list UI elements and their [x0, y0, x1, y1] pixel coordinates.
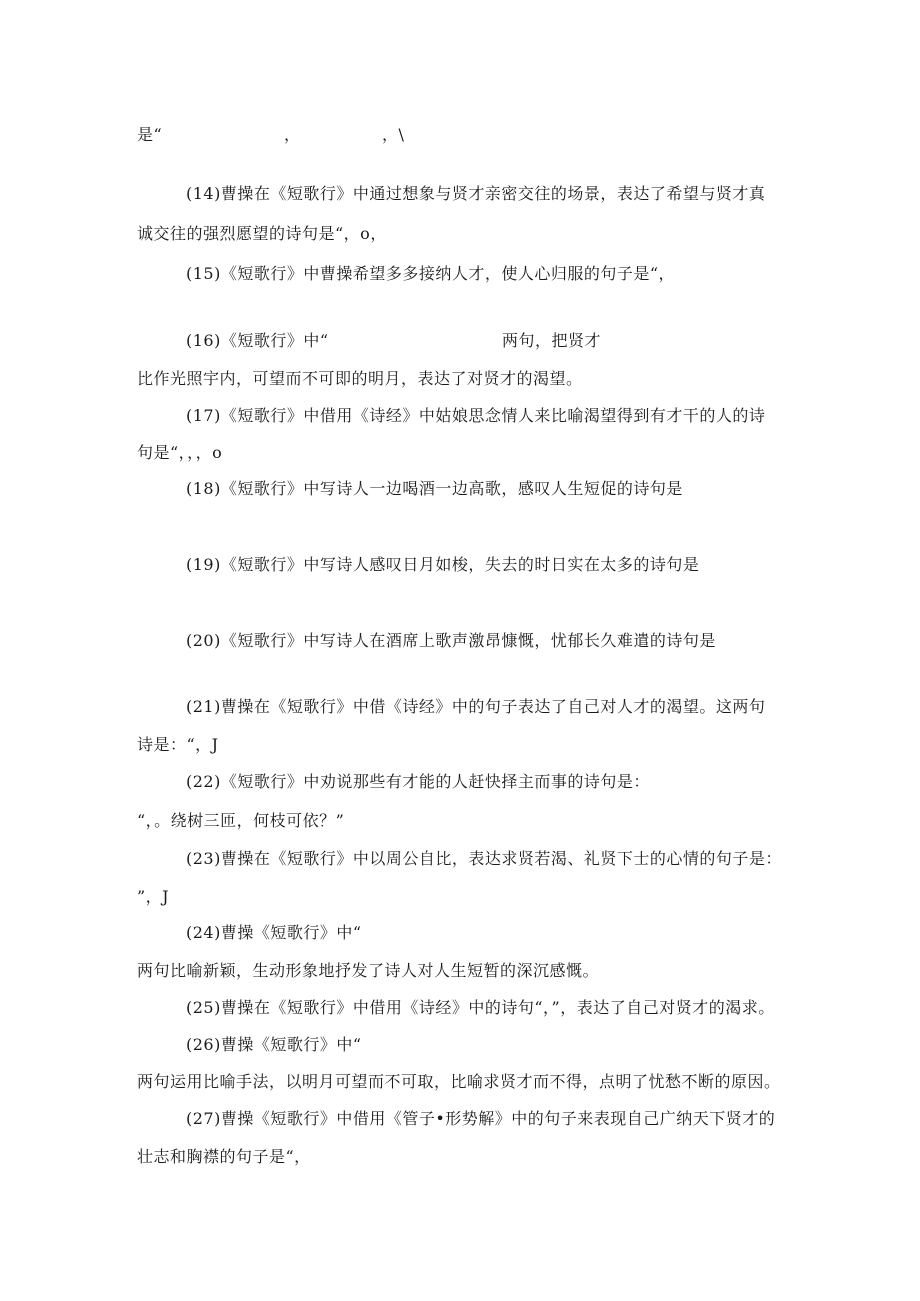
question-27-line-1: (27)曹操《短歌行》中借用《管子•形势解》中的句子来表现自己广纳天下贤才的	[186, 1109, 776, 1128]
text-segment: 两句，把贤才	[502, 331, 602, 350]
question-22-line-2: “，。绕树三匝，何枝可依？”	[137, 811, 345, 830]
question-16-line-2: 比作光照宇内，可望而不可即的明月，表达了对贤才的渴望。	[137, 369, 583, 388]
question-15-line: (15)《短歌行》中曹操希望多多接纳人才，使人心归服的句子是“，	[186, 264, 676, 283]
question-14-line-1: (14)曹操在《短歌行》中通过想象与贤才亲密交往的场景，表达了希望与贤才真	[186, 184, 766, 203]
question-23-line-1: (23)曹操在《短歌行》中以周公自比，表达求贤若渴、礼贤下士的心情的句子是：	[186, 849, 782, 868]
question-14-line-2: 诚交往的强烈愿望的诗句是“，o，	[137, 224, 387, 243]
text-segment: ，	[284, 125, 301, 144]
question-17-line-1: (17)《短歌行》中借用《诗经》中姑娘思念情人来比喻渴望得到有才干的人的诗	[186, 406, 766, 425]
question-20-line: (20)《短歌行》中写诗人在酒席上歌声激昂慷慨，忧郁长久难遣的诗句是	[186, 631, 716, 650]
question-21-line-2: 诗是：“，J	[137, 735, 219, 754]
question-19-line: (19)《短歌行》中写诗人感叹日月如梭，失去的时日实在太多的诗句是	[186, 555, 700, 574]
text-segment: 是“	[137, 125, 163, 144]
question-27-line-2: 壮志和胸襟的句子是“，	[137, 1147, 311, 1166]
question-24-line-1: (24)曹操《短歌行》中“	[186, 923, 362, 942]
question-23-line-2: ”，J	[137, 887, 170, 906]
question-22-line-1: (22)《短歌行》中劝说那些有才能的人赶快择主而事的诗句是：	[186, 772, 650, 791]
question-25-line: (25)曹操在《短歌行》中借用《诗经》中的诗句“，”，表达了自己对贤才的渴求。	[186, 998, 775, 1017]
text-segment: ，\	[382, 125, 405, 144]
question-26-line-1: (26)曹操《短歌行》中“	[186, 1035, 362, 1054]
text-segment: (16)《短歌行》中“	[186, 331, 329, 350]
question-21-line-1: (21)曹操在《短歌行》中借《诗经》中的句子表达了自己对人才的渴望。这两句	[186, 697, 766, 716]
question-26-line-2: 两句运用比喻手法，以明月可望而不可取，比喻求贤才而不得，点明了忧愁不断的原因。	[137, 1072, 781, 1091]
question-17-line-2: 句是“，，，o	[137, 443, 223, 462]
question-24-line-2: 两句比喻新颖，生动形象地抒发了诗人对人生短暂的深沉感慨。	[137, 961, 600, 980]
question-18-line: (18)《短歌行》中写诗人一边喝酒一边高歌，感叹人生短促的诗句是	[186, 479, 683, 498]
